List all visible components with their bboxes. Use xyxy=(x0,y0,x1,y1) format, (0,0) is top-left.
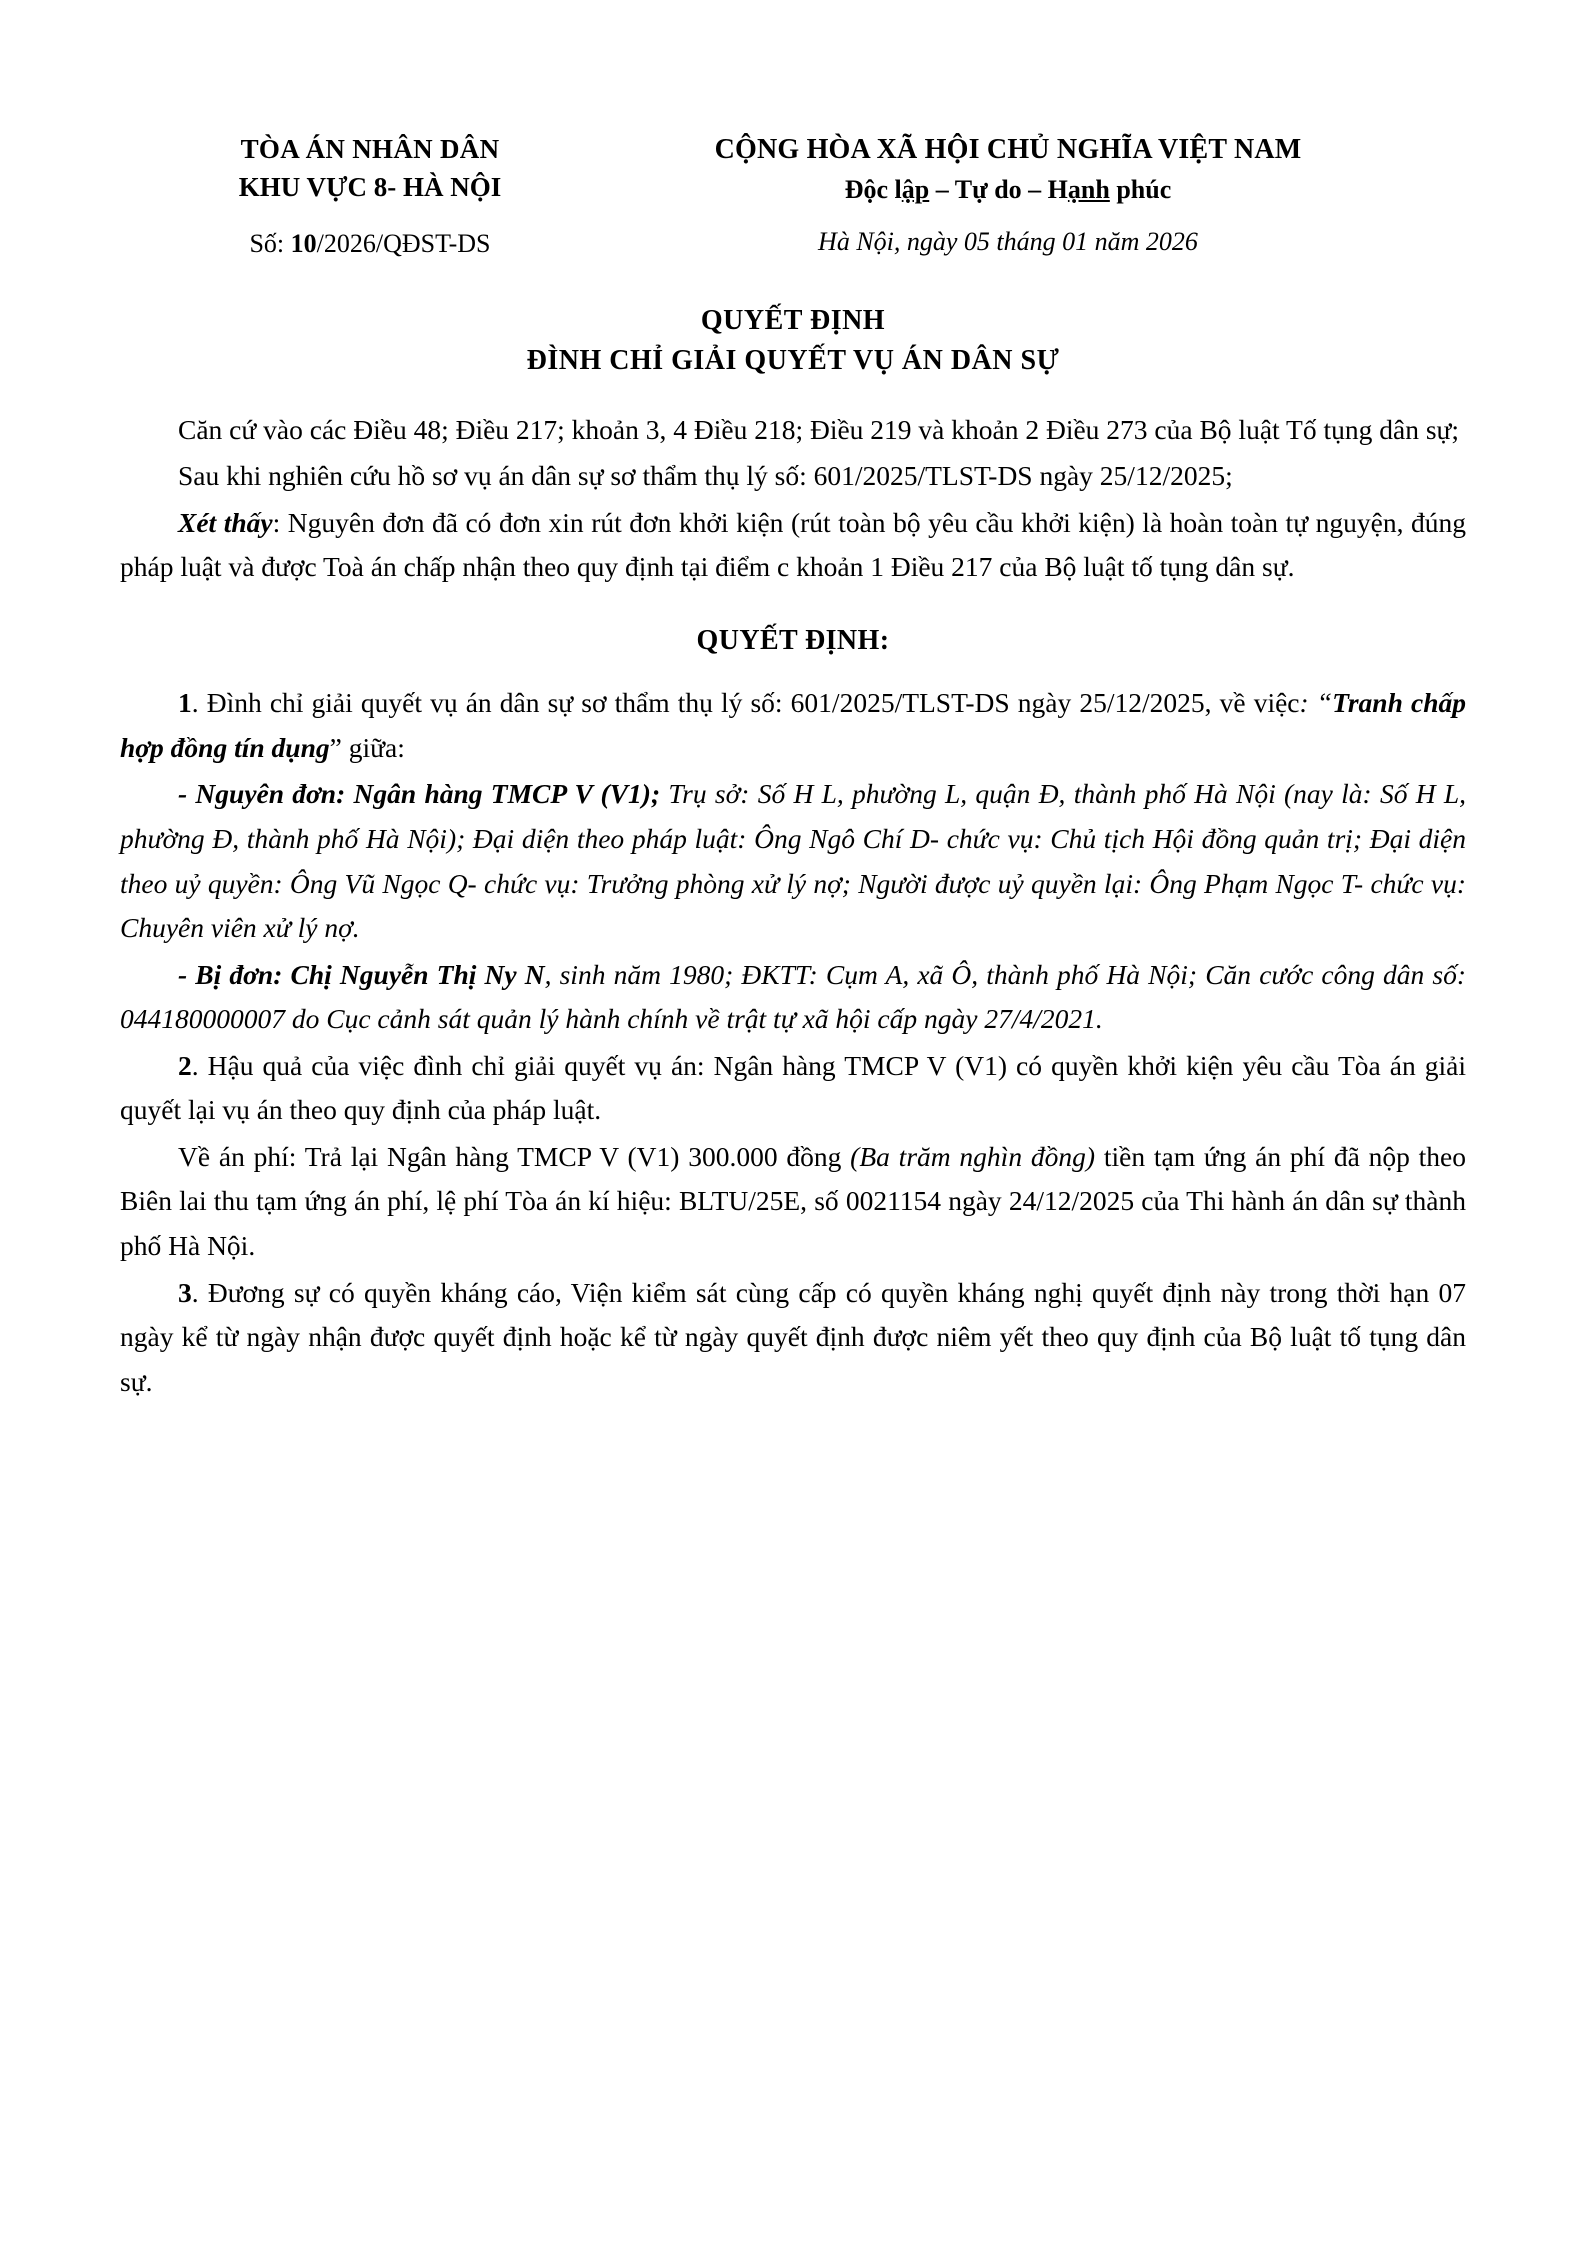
consideration-label: Xét thấy xyxy=(178,506,273,538)
document-header xyxy=(120,130,1466,259)
paragraph-item-2 xyxy=(120,1044,1466,1133)
court-name-line2: KHU VỰC 8- HÀ NỘI xyxy=(238,172,502,203)
place-and-date: Hà Nội, ngày 05 tháng 01 năm 2026 xyxy=(818,227,1198,257)
document-title: QUYẾT ĐỊNH xyxy=(700,304,886,336)
document-number-suffix: /2026/QĐST-DS xyxy=(316,228,491,258)
defendant-details: , sinh năm 1980; ĐKTT: Cụm A, xã Ô, thành phố Hà Nội; Căn cước công dân số: 044180000007 do Cục cảnh sát quản lý hành chính về trật tự xã hội cấp ngày 27/4/2021. xyxy=(120,958,1466,1035)
consideration-text: : Nguyên đơn đã có đơn xin rút đơn khởi kiện (rút toàn bộ yêu cầu khởi kiện) là hoàn toàn tự nguyện, đúng pháp luật và được Toà án chấp nhận theo quy định tại điểm c khoản 1 Điều 217 của Bộ luật tố tụng dân sự. xyxy=(120,506,1466,583)
item-1-text: . Đình chỉ giải quyết vụ án dân sự sơ thẩm thụ lý số: 601/2025/TLST-DS ngày 25/12/2025, về việc xyxy=(191,687,1300,719)
court-fee-text-1: Về án phí: Trả lại Ngân hàng TMCP V (V1) 300.000 đồng xyxy=(178,1140,851,1172)
court-fee-text-2: tiền tạm ứng án phí đã nộp theo Biên lai thu tạm ứng án phí, lệ phí Tòa án kí hiệu: BLTU/25E, số 0021154 ngày 24/12/2025 của Thi hành án dân sự thành phố Hà Nội. xyxy=(120,1140,1466,1261)
plaintiff-details: Trụ sở: Số H L, phường L, quận Đ, thành phố Hà Nội (nay là: Số H L, phường Đ, thành phố Hà Nội); Đại diện theo pháp luật: Ông Ngô Chí D- chức vụ: Chủ tịch Hội đồng quản trị; Đại diện theo uỷ quyền: Ông Vũ Ngọc Q- chức vụ: Trưởng phòng xử lý nợ; Người được uỷ quyền lại: Ông Phạm Ngọc T- chức vụ: Chuyên viên xử lý nợ. xyxy=(120,778,1467,944)
paragraph-item-1 xyxy=(120,681,1466,770)
court-fee-amount-words: (Ba trăm nghìn đồng) xyxy=(850,1140,1096,1172)
item-3-text: . Đương sự có quyền kháng cáo, Viện kiểm sát cùng cấp có quyền kháng nghị quyết định này trong thời hạn 07 ngày kể từ ngày nhận được quyết định hoặc kể từ ngày quyết định được niêm yết theo quy định của Bộ luật tố tụng dân sự. xyxy=(120,1276,1466,1397)
national-name: CỘNG HÒA XÃ HỘI CHỦ NGHĨA VIỆT NAM xyxy=(714,134,1302,165)
document-number-value: 10 xyxy=(290,228,317,258)
defendant-label: - Bị đơn: Chị Nguyễn Thị Ny N xyxy=(178,958,545,990)
item-1-number: 1 xyxy=(178,687,192,719)
item-1-case-suffix: ” giữa: xyxy=(329,731,405,763)
national-heading-block xyxy=(550,130,1466,257)
document-subtitle: ĐÌNH CHỈ GIẢI QUYẾT VỤ ÁN DÂN SỰ xyxy=(526,345,1060,377)
national-motto xyxy=(550,175,1466,205)
paragraph-legal-basis: Căn cứ vào các Điều 48; Điều 217; khoản 3, 4 Điều 218; Điều 219 và khoản 2 Điều 273 của Bộ luật Tố tụng dân sự; xyxy=(178,413,1460,445)
motto-part-2: – Tự do – H xyxy=(929,175,1068,205)
item-1-case-name: Tranh chấp hợp đồng tín dụng xyxy=(120,687,1466,763)
paragraph-plaintiff xyxy=(120,772,1466,950)
issuing-authority-block xyxy=(120,130,550,259)
paragraph-item-3 xyxy=(120,1271,1466,1405)
paragraph-consideration xyxy=(120,501,1466,590)
court-name-line1: TÒA ÁN NHÂN DÂN xyxy=(240,134,500,164)
motto-underline-2: ạnh xyxy=(1067,175,1110,205)
plaintiff-label: - Nguyên đơn: Ngân hàng TMCP V (V1); xyxy=(178,778,661,810)
paragraph-defendant xyxy=(120,953,1466,1042)
motto-part-3: phúc xyxy=(1109,175,1172,205)
decision-heading: QUYẾT ĐỊNH: xyxy=(696,625,890,657)
motto-underline-1: ập xyxy=(901,175,930,205)
item-1-case-prefix: : “ xyxy=(1299,687,1333,719)
item-3-number: 3 xyxy=(178,1276,192,1308)
item-2-text: . Hậu quả của việc đình chỉ giải quyết vụ án: Ngân hàng TMCP V (V1) có quyền khởi kiện yêu cầu Tòa án giải quyết lại vụ án theo quy định của pháp luật. xyxy=(120,1049,1466,1126)
document-number xyxy=(190,229,550,259)
document-body xyxy=(120,408,1466,1404)
document-number-label: Số: xyxy=(249,228,291,258)
document-title-block xyxy=(120,301,1466,382)
item-2-number: 2 xyxy=(178,1049,192,1081)
motto-part-1: Độc l xyxy=(844,175,902,205)
paragraph-court-fee xyxy=(120,1135,1466,1269)
paragraph-case-review: Sau khi nghiên cứu hồ sơ vụ án dân sự sơ thẩm thụ lý số: 601/2025/TLST-DS ngày 25/12/2025; xyxy=(178,460,1233,492)
